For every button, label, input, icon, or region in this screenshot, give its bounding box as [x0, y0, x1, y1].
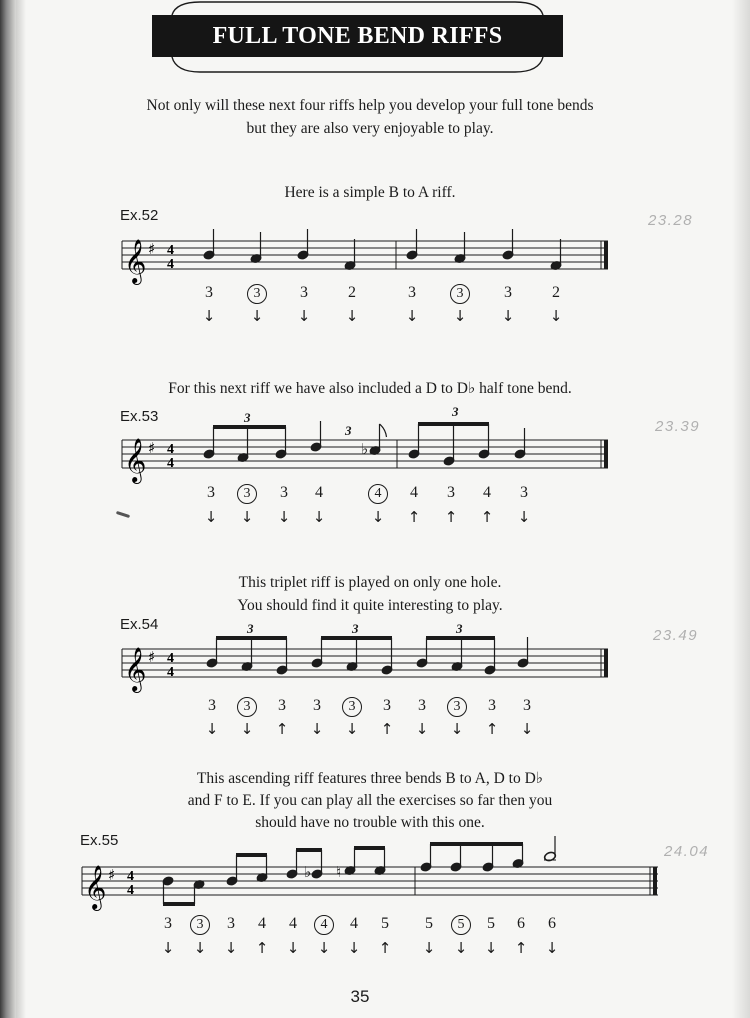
hole-number: 3 [408, 284, 416, 301]
blow-arrow-icon: ↑ [480, 508, 494, 526]
hole-number: 3 [205, 284, 213, 301]
tuplet-mark: 3 [352, 621, 359, 636]
tuplet-mark: 3 [456, 621, 463, 636]
hole-number: 3 [383, 697, 391, 714]
hole-number: 3 [418, 697, 426, 714]
draw-arrow-icon: ↓ [240, 508, 254, 526]
time-sig-top: 4 [167, 243, 174, 258]
treble-clef-icon: 𝄞 [124, 438, 147, 482]
draw-arrow-icon: ↓ [371, 508, 385, 526]
page-edge-shadow [732, 0, 750, 1018]
draw-arrow-icon: ↓ [345, 307, 359, 325]
hole-number: 4 [315, 484, 323, 501]
hole-number: 2 [552, 284, 560, 301]
tuplet-mark: 3 [452, 404, 459, 419]
ex54-label: Ex.54 [120, 616, 159, 633]
blow-arrow-icon: ↑ [275, 720, 289, 738]
time-sig-bottom: 4 [167, 665, 174, 680]
ex52-label: Ex.52 [120, 207, 159, 224]
hole-number: 3 [164, 915, 172, 932]
page-header [152, 0, 563, 74]
blow-arrow-icon: ↑ [380, 720, 394, 738]
hole-number: 4 [350, 915, 358, 932]
hole-number: 4 [258, 915, 266, 932]
ex53-caption: For this next riff we have also included a D to D♭ half tone bend. [168, 380, 572, 397]
hole-number: 5 [487, 915, 495, 932]
tuplet-mark: 3 [345, 423, 352, 438]
draw-arrow-icon: ↓ [422, 939, 436, 957]
hole-number: 3 [278, 697, 286, 714]
time-sig-top: 4 [127, 869, 134, 884]
ex55-staff [78, 836, 668, 916]
ex54-staff [118, 616, 618, 706]
hole-number: 3 [523, 697, 531, 714]
tuplet-mark: 3 [244, 410, 251, 425]
draw-arrow-icon: ↓ [240, 720, 254, 738]
circled-hole-number: 3 [235, 484, 259, 504]
svg-text:♭: ♭ [361, 440, 369, 458]
circled-hole-number: 3 [188, 915, 212, 935]
draw-arrow-icon: ↓ [224, 939, 238, 957]
hole-number: 3 [208, 697, 216, 714]
ex52-timestamp: 23.28 [648, 212, 694, 229]
hole-number: 5 [425, 915, 433, 932]
ex55-timestamp: 24.04 [664, 843, 710, 860]
blow-arrow-icon: ↑ [444, 508, 458, 526]
time-sig-top: 4 [167, 442, 174, 457]
circled-hole-number: 3 [340, 697, 364, 717]
circled-hole-number: 4 [312, 915, 336, 935]
draw-arrow-icon: ↓ [297, 307, 311, 325]
time-sig-top: 4 [167, 651, 174, 666]
draw-arrow-icon: ↓ [345, 720, 359, 738]
draw-arrow-icon: ↓ [453, 307, 467, 325]
circled-hole-number: 4 [366, 484, 390, 504]
draw-arrow-icon: ↓ [205, 720, 219, 738]
hole-number: 5 [381, 915, 389, 932]
treble-clef-icon: 𝄞 [124, 239, 147, 283]
blow-arrow-icon: ↑ [514, 939, 528, 957]
hole-number: 3 [447, 484, 455, 501]
time-sig-bottom: 4 [167, 257, 174, 272]
draw-arrow-icon: ↓ [454, 939, 468, 957]
time-sig-bottom: 4 [167, 456, 174, 471]
ex55-caption-line-2: and F to E. If you can play all the exercises so far then you [187, 792, 553, 809]
draw-arrow-icon: ↓ [517, 508, 531, 526]
circled-hole-number: 3 [235, 697, 259, 717]
tuplet-mark: 3 [247, 621, 254, 636]
blow-arrow-icon: ↑ [485, 720, 499, 738]
draw-arrow-icon: ↓ [405, 307, 419, 325]
draw-arrow-icon: ↓ [545, 939, 559, 957]
hole-number: 3 [300, 284, 308, 301]
time-sig-bottom: 4 [127, 883, 134, 898]
draw-arrow-icon: ↓ [501, 307, 515, 325]
circled-hole-number: 3 [245, 284, 269, 304]
hole-number: 3 [504, 284, 512, 301]
treble-clef-icon: 𝄞 [84, 865, 107, 909]
page-number: 35 [350, 987, 370, 1006]
draw-arrow-icon: ↓ [415, 720, 429, 738]
print-mark [116, 511, 130, 518]
hole-number: 3 [488, 697, 496, 714]
circled-hole-number: 3 [448, 284, 472, 304]
ex54-caption-line-2: You should find it quite interesting to play. [237, 597, 503, 614]
intro-line-2: but they are also very enjoyable to play. [246, 120, 494, 137]
hole-number: 3 [227, 915, 235, 932]
draw-arrow-icon: ↓ [277, 508, 291, 526]
book-spine-shadow [0, 0, 16, 1018]
ex53-label: Ex.53 [120, 408, 159, 425]
sharp-icon: ♯ [148, 240, 156, 258]
ex54-caption-line-1: This triplet riff is played on only one hole. [238, 574, 502, 591]
hole-number: 4 [483, 484, 491, 501]
draw-arrow-icon: ↓ [484, 939, 498, 957]
hole-number: 3 [207, 484, 215, 501]
ex52-staff [118, 225, 618, 295]
hole-number: 6 [548, 915, 556, 932]
ex53-staff [118, 402, 618, 497]
circled-hole-number: 3 [445, 697, 469, 717]
draw-arrow-icon: ↓ [286, 939, 300, 957]
book-gutter [16, 0, 26, 1018]
ex55-label: Ex.55 [80, 832, 119, 849]
sharp-icon: ♯ [108, 866, 116, 884]
draw-arrow-icon: ↓ [450, 720, 464, 738]
hole-number: 3 [313, 697, 321, 714]
hole-number: 4 [410, 484, 418, 501]
blow-arrow-icon: ↑ [378, 939, 392, 957]
draw-arrow-icon: ↓ [204, 508, 218, 526]
ex54-timestamp: 23.49 [653, 627, 699, 644]
draw-arrow-icon: ↓ [317, 939, 331, 957]
draw-arrow-icon: ↓ [310, 720, 324, 738]
sharp-icon: ♯ [148, 439, 156, 457]
hole-number: 4 [289, 915, 297, 932]
svg-text:♭: ♭ [304, 863, 312, 881]
blow-arrow-icon: ↑ [407, 508, 421, 526]
draw-arrow-icon: ↓ [250, 307, 264, 325]
draw-arrow-icon: ↓ [193, 939, 207, 957]
circled-hole-number: 5 [449, 915, 473, 935]
ex52-caption: Here is a simple B to A riff. [284, 184, 456, 201]
hole-number: 3 [520, 484, 528, 501]
ex55-caption-line-1: This ascending riff features three bends B to A, D to D♭ [196, 770, 544, 787]
ex55-caption-line-3: should have no trouble with this one. [255, 814, 485, 831]
blow-arrow-icon: ↑ [255, 939, 269, 957]
draw-arrow-icon: ↓ [520, 720, 534, 738]
hole-number: 6 [517, 915, 525, 932]
draw-arrow-icon: ↓ [347, 939, 361, 957]
hole-number: 2 [348, 284, 356, 301]
draw-arrow-icon: ↓ [202, 307, 216, 325]
draw-arrow-icon: ↓ [549, 307, 563, 325]
ex53-timestamp: 23.39 [655, 418, 701, 435]
sharp-icon: ♯ [148, 648, 156, 666]
hole-number: 3 [280, 484, 288, 501]
draw-arrow-icon: ↓ [161, 939, 175, 957]
draw-arrow-icon: ↓ [312, 508, 326, 526]
page-title: FULL TONE BEND RIFFS [152, 15, 563, 57]
treble-clef-icon: 𝄞 [124, 647, 147, 691]
svg-text:♮: ♮ [336, 863, 342, 881]
intro-line-1: Not only will these next four riffs help you develop your full tone bends [146, 97, 594, 114]
